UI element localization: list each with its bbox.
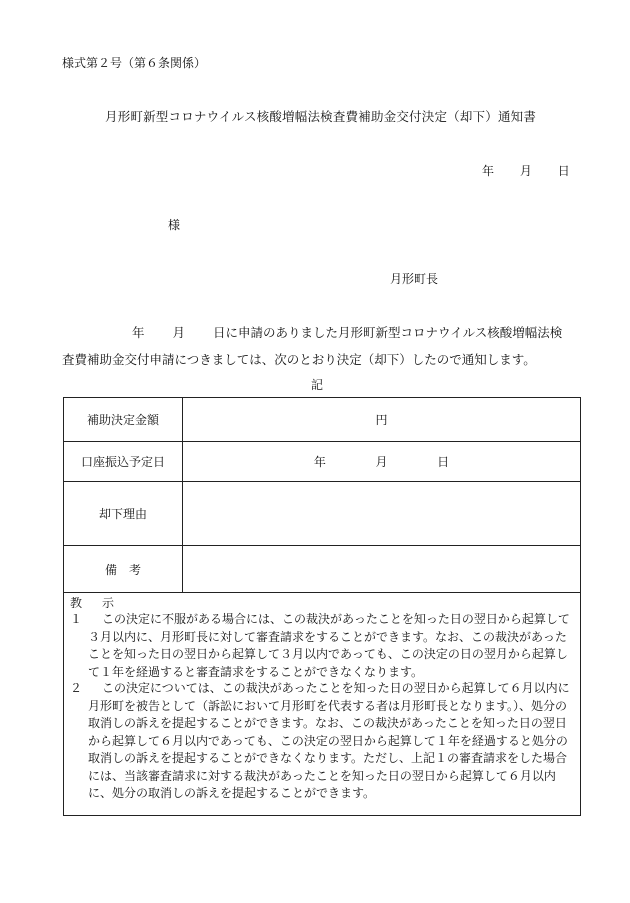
table-row-transfer-date: [64, 442, 581, 482]
table-row-amount: [64, 398, 581, 442]
issue-date-year: 年: [482, 164, 495, 178]
instructions-heading: 教 示: [70, 596, 119, 610]
issue-date-month: 月: [519, 164, 532, 178]
instruction-number: １: [70, 612, 83, 626]
body-year: 年: [131, 325, 145, 340]
value-transfer-date: [183, 442, 581, 482]
decision-table: [63, 397, 581, 593]
body-month: 月: [172, 325, 185, 340]
instruction-text: この決定に不服がある場合には、この裁決があったことを知った日の翌日から起算して３月以内に、月形町長に対して審査請求をすることができます。なお、この裁決があったことを知った日の翌日から起算して３月以内であっても、この決定の日の翌月から起算して１年を経過すると審査請求をすることができなくなります。: [88, 612, 570, 679]
table-row-rejection-reason: [64, 482, 581, 546]
ki-marker: 記: [311, 378, 324, 392]
instructions-box: [63, 591, 581, 816]
body-text-line-2: 査費補助金交付申請につきましては、次のとおり決定（却下）したので通知します。: [62, 352, 536, 367]
value-rejection-reason: [183, 482, 581, 546]
transfer-day: 日: [437, 455, 450, 469]
document-title: 月形町新型コロナウイルス核酸増幅法検査費補助金交付決定（却下）通知書: [105, 109, 537, 124]
table-row-remarks: [64, 546, 581, 593]
body-line1-rest: 日に申請のありました月形町新型コロナウイルス核酸増幅法検: [212, 325, 563, 340]
transfer-year: 年: [313, 455, 326, 469]
addressee-honorific: 様: [168, 218, 181, 232]
issue-date: [482, 162, 570, 179]
value-amount: 円: [183, 398, 581, 442]
instruction-number: ２: [70, 681, 83, 695]
label-transfer-date: 口座振込予定日: [64, 442, 183, 482]
issue-date-day: 日: [557, 164, 570, 178]
label-amount: 補助決定金額: [64, 398, 183, 442]
label-remarks: 備 考: [64, 546, 183, 593]
label-rejection-reason: 却下理由: [64, 482, 183, 546]
body-text-line-1: [62, 323, 562, 341]
issuer-name: 月形町長: [390, 272, 439, 286]
instruction-text: この決定については、この裁決があったことを知った日の翌日から起算して６月以内に月形町を被告として（訴訟において月形町を代表する者は月形町長となります。）、処分の取消しの訴えを提起することができます。なお、この裁決があったことを知った日の翌日から起算して６月以内であっても、この決定の翌日から起算して１年を経過すると処分の取消しの訴えを提起することができなくなります。ただし、上記１の審査請求をした場合には、当該審査請求に対する裁決があったことを知った日の翌日から起算して６月以内に、処分の取消しの訴えを提起することができます。: [88, 681, 570, 800]
transfer-month: 月: [375, 455, 388, 469]
value-remarks: [183, 546, 581, 593]
form-number: 様式第２号（第６条関係）: [62, 56, 207, 70]
